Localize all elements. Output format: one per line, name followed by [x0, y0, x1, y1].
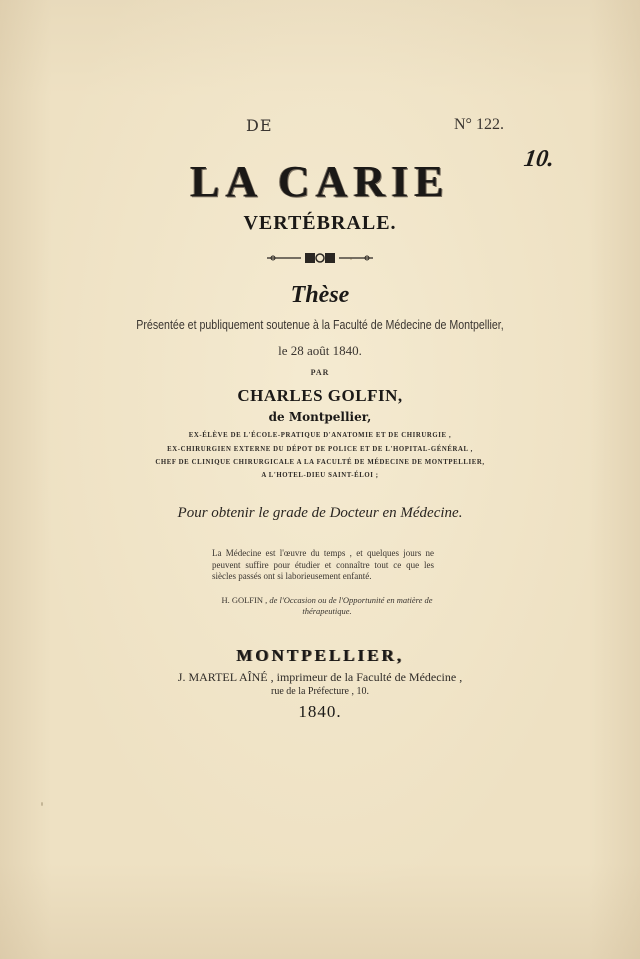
- paper-foxing-spot: [41, 802, 43, 806]
- author-credential: A L'HOTEL-DIEU SAINT-ÉLOI ;: [261, 472, 379, 479]
- ornament-icon: [265, 250, 375, 266]
- paper-foxing-spot: [350, 258, 352, 260]
- handwritten-folio-number: 10.: [522, 146, 556, 172]
- author-name: CHARLES GOLFIN,: [237, 386, 403, 405]
- author-credential: EX-ÉLÈVE DE L'ÉCOLE-PRATIQUE D'ANATOMIE ET DE CHIRURGIE ,: [188, 432, 452, 439]
- author-credential: CHEF DE CLINIQUE CHIRURGICALE A LA FACULTÉ DE MÉDECINE DE MONTPELLIER,: [155, 459, 485, 466]
- presentation-line: Présentée et publiquement soutenue à la Faculté de Médecine de Montpellier,: [136, 318, 504, 332]
- epigraph-quote: La Médecine est l'œuvre du temps , et quelques jours ne peuvent suffire pour étudier et connaître tout ce que les siècles passés ont si laborieusement enfanté.: [212, 548, 434, 581]
- author-origin: de Montpellier,: [268, 410, 372, 424]
- thesis-subtitle: VERTÉBRALE.: [243, 212, 397, 234]
- imprint-printer: J. MARTEL AÎNÉ , imprimeur de la Faculté de Médecine ,: [177, 670, 463, 684]
- degree-purpose: Pour obtenir le grade de Docteur en Médecine.: [177, 505, 463, 521]
- epigraph-author: H. GOLFIN ,: [221, 595, 268, 605]
- header-de: DE: [246, 116, 273, 135]
- epigraph-source: de l'Occasion ou de l'Opportunité en matière de thérapeutique.: [269, 595, 433, 616]
- decorative-rule-ornament: [0, 250, 640, 266]
- these-heading: Thèse: [290, 282, 350, 308]
- defense-date: le 28 août 1840.: [278, 343, 362, 358]
- imprint-address: rue de la Préfecture , 10.: [270, 686, 369, 697]
- imprint-year: 1840.: [298, 702, 342, 721]
- document-number: N° 122.: [454, 116, 504, 133]
- author-credential: EX-CHIRURGIEN EXTERNE DU DÉPOT DE POLICE ET DE L'HOPITAL-GÉNÉRAL ,: [167, 446, 473, 453]
- imprint-city: MONTPELLIER,: [236, 646, 404, 665]
- by-label: PAR: [310, 368, 330, 377]
- epigraph-attribution: [220, 595, 434, 617]
- thesis-title: LA CARIE: [190, 157, 450, 206]
